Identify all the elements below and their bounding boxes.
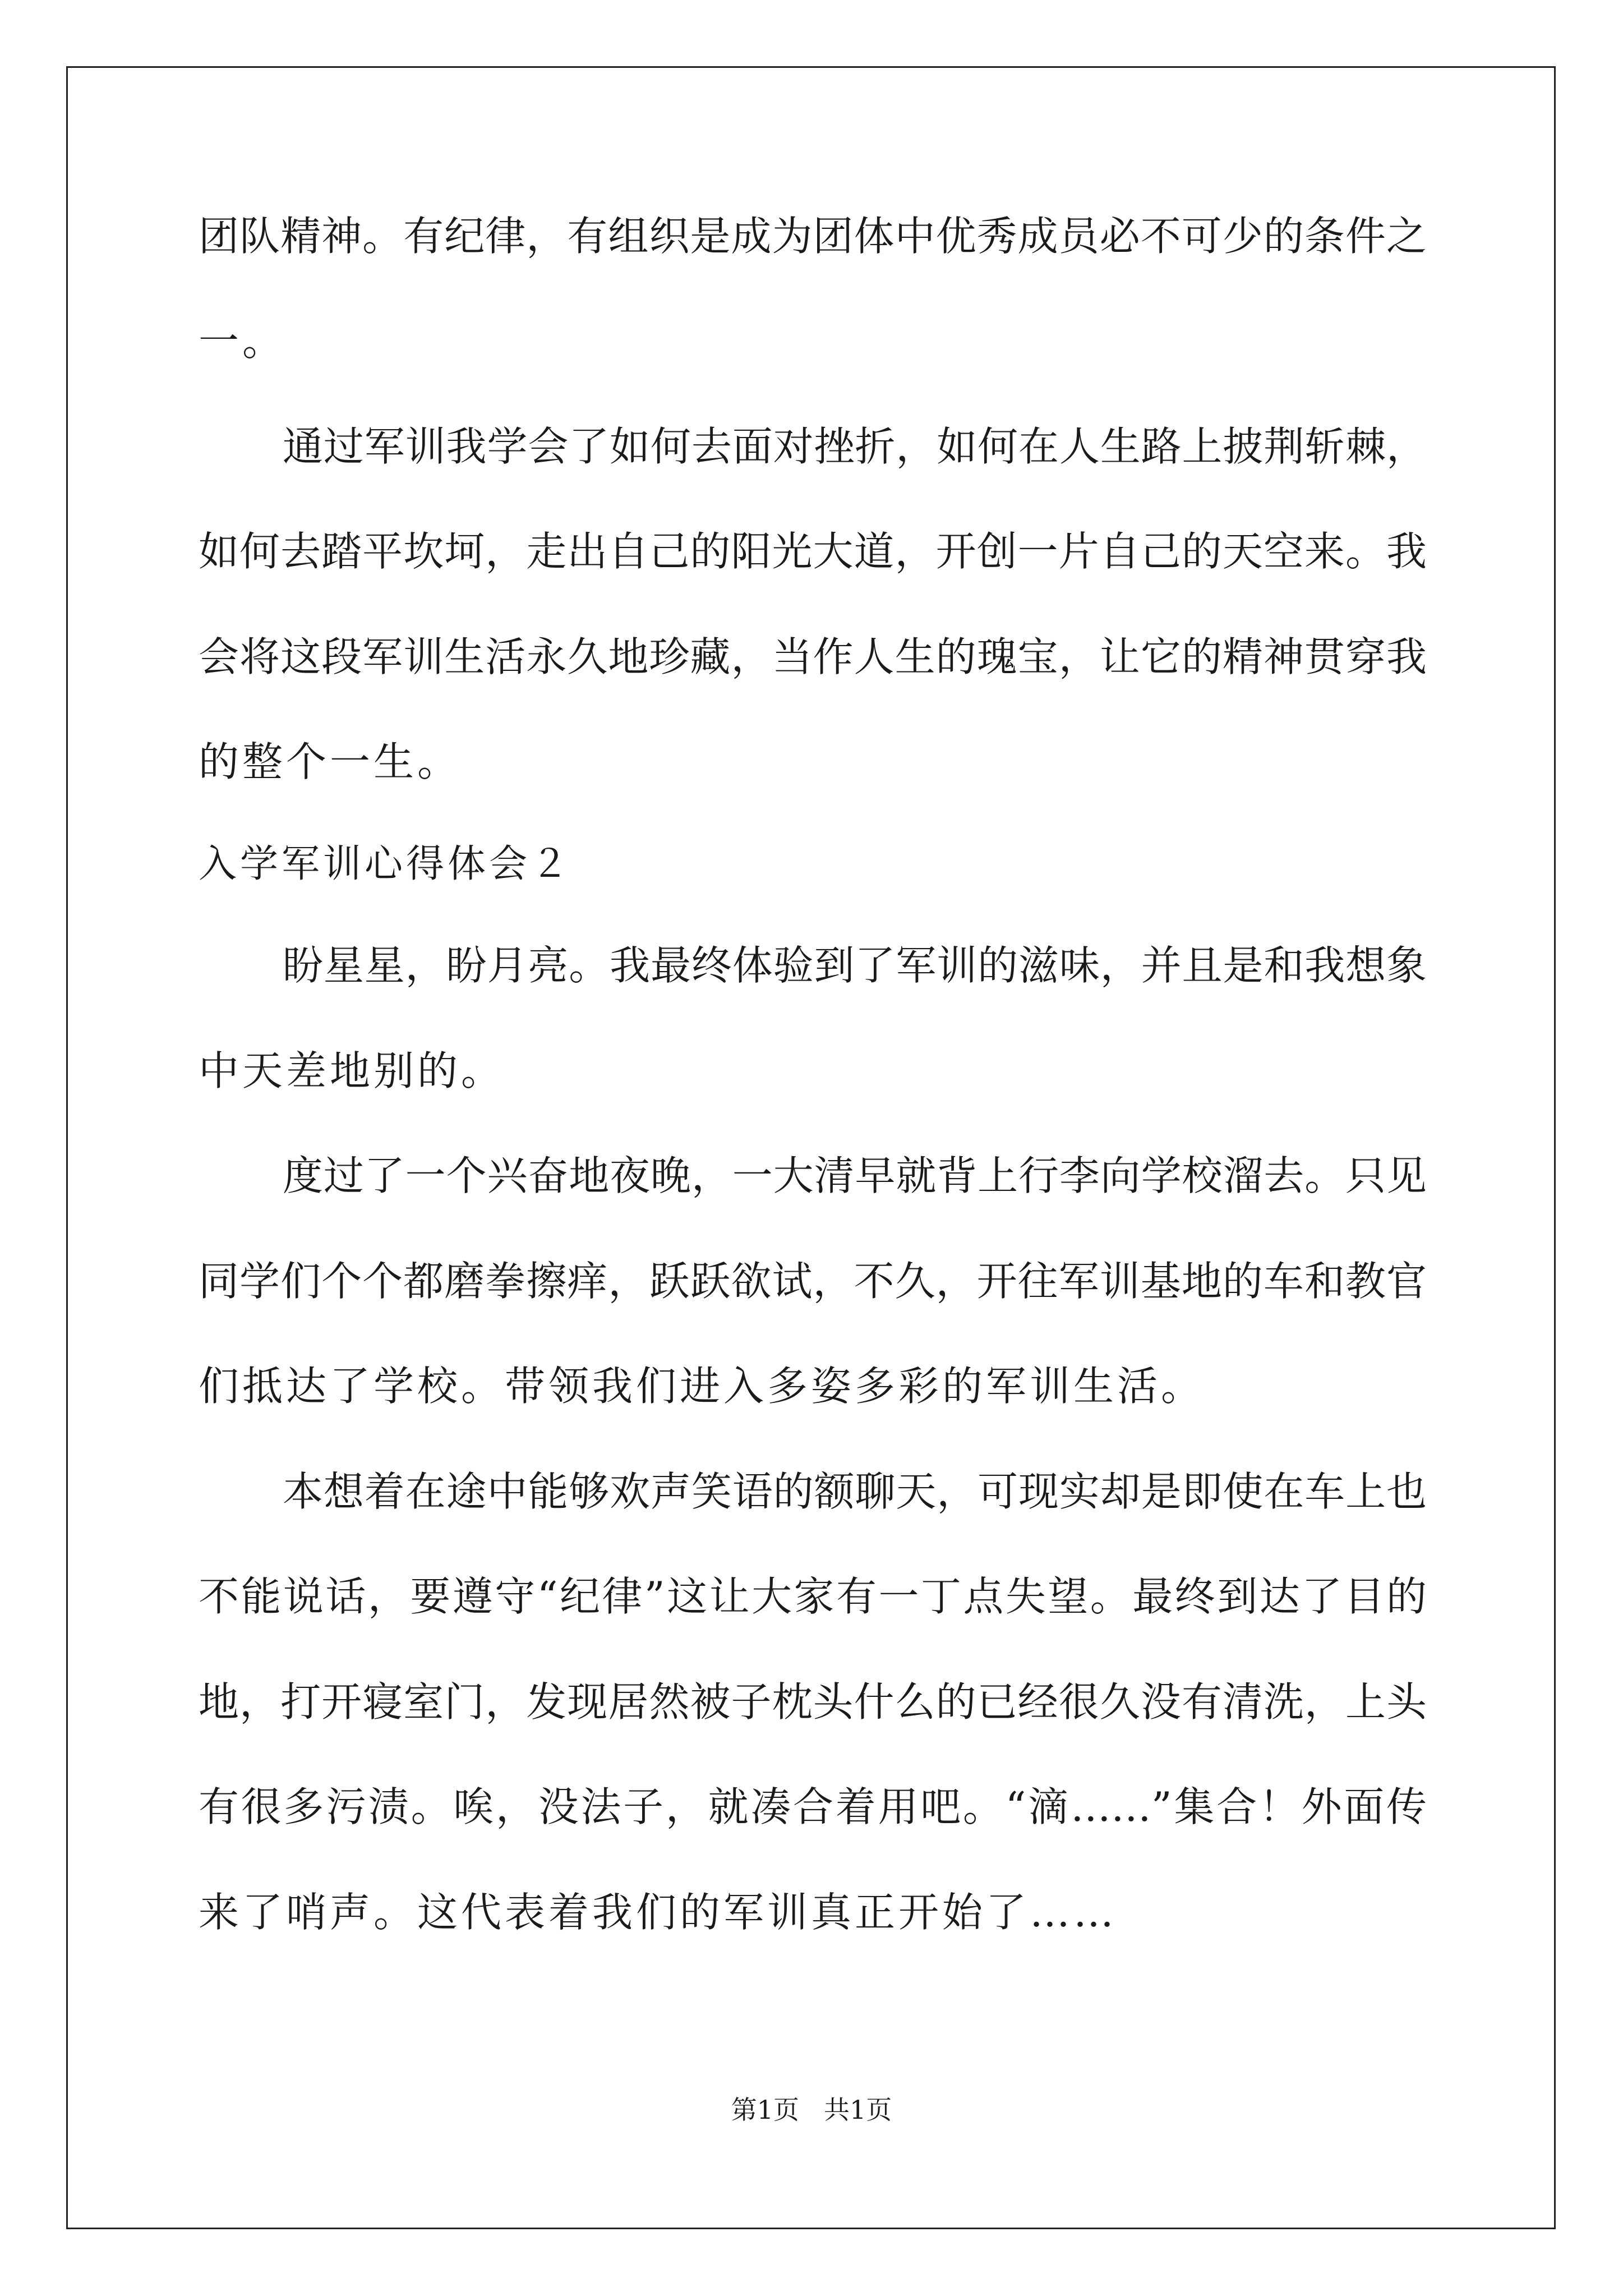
paragraph-line: 有很多污渍。唉，没法子，就凑合着用吧。“滴……”集合！外面传 (199, 1783, 1427, 1830)
paragraph-line: 本想着在途中能够欢声笑语的额聊天，可现实却是即使在车上也 (283, 1468, 1427, 1515)
paragraph-line: 团队精神。有纪律，有组织是成为团体中优秀成员必不可少的条件之 (199, 213, 1427, 260)
paragraph-line: 盼星星，盼月亮。我最终体验到了军训的滋味，并且是和我想象 (283, 942, 1427, 989)
paragraph-line: 地，打开寝室门，发现居然被子枕头什么的已经很久没有清洗，上头 (199, 1678, 1427, 1726)
paragraph-line: 一。 (199, 318, 287, 365)
section-heading: 入学军训心得体会２ (199, 842, 573, 886)
paragraph-line: 们抵达了学校。带领我们进入多姿多彩的军训生活。 (199, 1363, 1205, 1410)
paragraph-line: 同学们个个都磨拳擦痒，跃跃欲试，不久，开往军训基地的车和教官 (199, 1258, 1427, 1305)
paragraph-line: 不能说话，要遵守“纪律”这让大家有一丁点失望。最终到达了目的 (199, 1573, 1427, 1620)
page-total: 共1页 (824, 2095, 892, 2125)
paragraph-line: 的整个一生。 (199, 738, 462, 785)
page-footer (0, 2097, 1623, 2123)
paragraph-line: 如何去踏平坎坷，走出自己的阳光大道，开创一片自己的天空来。我 (199, 528, 1427, 575)
paragraph-line: 度过了一个兴奋地夜晚，一大清早就背上行李向学校溜去。只见 (283, 1152, 1427, 1199)
page-number: 第1页 (731, 2095, 799, 2125)
paragraph-line: 通过军训我学会了如何去面对挫折，如何在人生路上披荆斩棘， (283, 423, 1427, 470)
paragraph-line: 中天差地别的。 (199, 1047, 505, 1094)
paragraph-line: 来了哨声。这代表着我们的军训真正开始了…… (199, 1889, 1118, 1936)
paragraph-line: 会将这段军训生活永久地珍藏，当作人生的瑰宝，让它的精神贯穿我 (199, 633, 1427, 680)
